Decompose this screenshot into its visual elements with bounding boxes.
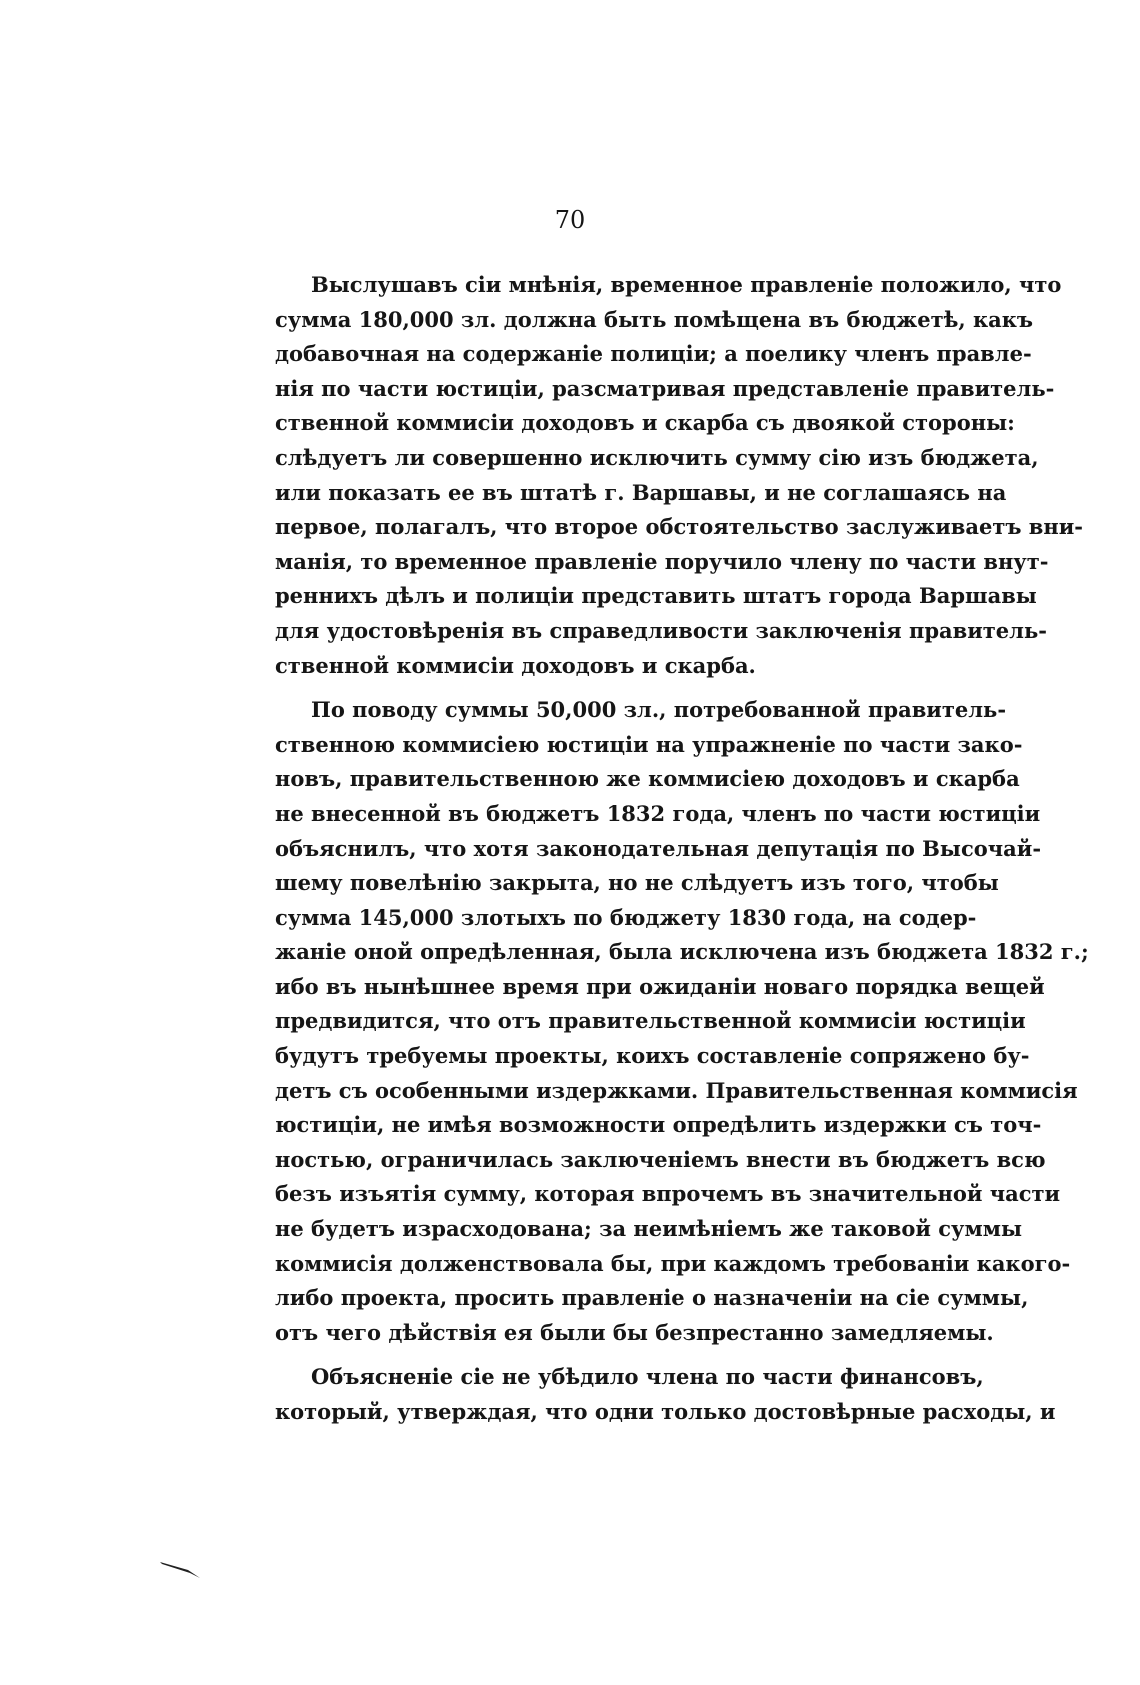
text-line: не внесенной въ бюджетъ 1832 года, членъ по части юстиціи	[275, 800, 1041, 826]
text-line: реннихъ дѣлъ и полиціи представить штатъ города Варшавы	[275, 583, 1037, 609]
text-line: Объясненіе сіе не убѣдило члена по части финансовъ,	[311, 1364, 984, 1390]
text-line: коммисія долженствовала бы, при каждомъ требованіи какого-	[275, 1250, 1071, 1276]
text-line: нія по части юстиціи, разсматривая представленіе правитель-	[275, 375, 1055, 401]
text-line: ственною коммисіею юстиціи на упражненіе по части зако-	[275, 731, 1023, 757]
text-line: ностью, ограничилась заключеніемъ внести въ бюджетъ всю	[275, 1146, 1046, 1172]
text-line: предвидится, что отъ правительственной коммисіи юстиціи	[275, 1008, 1026, 1034]
text-line: ибо въ нынѣшнее время при ожиданіи новаго порядка вещей	[275, 973, 1045, 999]
text-line: первое, полагалъ, что второе обстоятельство заслуживаетъ вни-	[275, 514, 1084, 540]
text-line: манія, то временное правленіе поручило члену по части внут-	[275, 548, 1049, 574]
text-line: По поводу суммы 50,000 зл., потребованной правитель-	[311, 697, 1007, 723]
text-line: который, утверждая, что одни только достовѣрные расходы, и	[275, 1399, 1056, 1424]
text-line: отъ чего дѣйствія ея были бы безпрестанно замедляемы.	[275, 1319, 994, 1345]
text-line: сумма 180,000 зл. должна быть помѣщена въ бюджетѣ, какъ	[275, 306, 1034, 332]
paragraph	[275, 693, 1089, 1350]
paragraph	[275, 268, 1084, 683]
text-line: ственной коммисіи доходовъ и скарба.	[275, 652, 756, 678]
text-line: шему повелѣнію закрыта, но не слѣдуетъ изъ того, чтобы	[275, 870, 999, 896]
text-body	[275, 268, 1089, 1440]
text-line: безъ изъятія сумму, которая впрочемъ въ значительной части	[275, 1181, 1061, 1207]
text-line: или показать ее въ штатѣ г. Варшавы, и не соглашаясь на	[275, 479, 1007, 505]
text-line: сумма 145,000 злотыхъ по бюджету 1830 года, на содер-	[275, 904, 977, 930]
text-line: объяснилъ, что хотя законодательная депутація по Высочай-	[275, 835, 1042, 861]
text-line: юстиціи, не имѣя возможности опредѣлить издержки съ точ-	[275, 1112, 1042, 1138]
text-line: жаніе оной опредѣленная, была исключена изъ бюджета 1832 г.;	[275, 939, 1089, 965]
text-line: новъ, правительственною же коммисіею доходовъ и скарба	[275, 766, 1020, 792]
text-line: будутъ требуемы проекты, коихъ составленіе сопряжено бу-	[275, 1043, 1030, 1069]
paragraph	[275, 1360, 1056, 1429]
text-line: слѣдуетъ ли совершенно исключить сумму сію изъ бюджета,	[275, 444, 1039, 470]
text-line: для удостовѣренія въ справедливости заключенія правитель-	[275, 617, 1047, 643]
text-line: добавочная на содержаніе полиціи; а поелику членъ правле-	[275, 341, 1032, 367]
scan-mark-icon	[160, 1560, 202, 1580]
text-line: не будетъ израсходована; за неимѣніемъ же таковой суммы	[275, 1216, 1023, 1242]
page-number: 70	[554, 206, 586, 234]
text-line: детъ съ особенными издержками. Правительственная коммисія	[275, 1077, 1078, 1103]
text-line: ственной коммисіи доходовъ и скарба съ двоякой стороны:	[275, 410, 1015, 436]
text-line: Выслушавъ сіи мнѣнія, временное правленіе положило, что	[311, 272, 1062, 297]
text-line: либо проекта, просить правленіе о назначеніи на сіе суммы,	[275, 1285, 1029, 1311]
